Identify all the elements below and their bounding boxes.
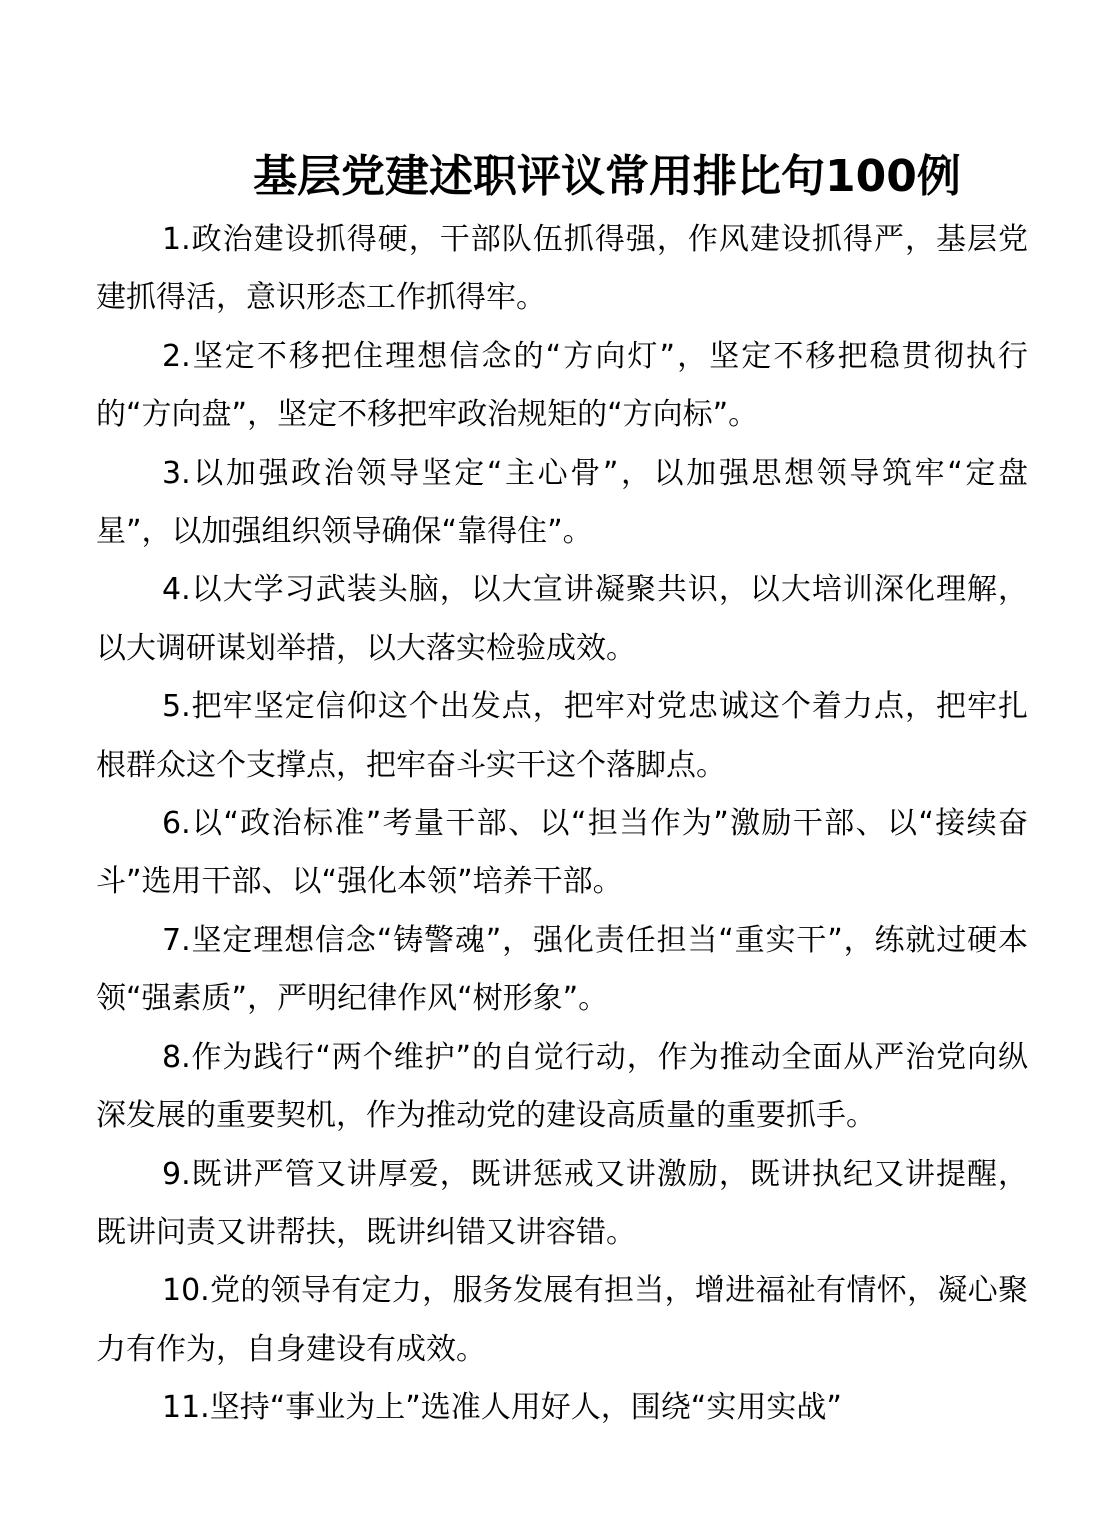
document-body — [96, 211, 1028, 1438]
paragraph-10: 10.党的领导有定力，服务发展有担当，增进福祉有情怀，凝心聚力有作为，自身建设有成效。 — [96, 1273, 1028, 1367]
paragraph-3: 3.以加强政治领导坚定“主心骨”，以加强思想领导筑牢“定盘星”，以加强组织领导确保“靠得住”。 — [96, 455, 1028, 550]
paragraph-11: 11.坚持“事业为上”选准人用好人，围绕“实用实战” — [162, 1390, 842, 1426]
document-title: 基层党建述职评议常用排比句100例 — [253, 151, 961, 202]
paragraph-5: 5.把牢坚定信仰这个出发点，把牢对党忠诚这个着力点，把牢扎根群众这个支撑点，把牢奋斗实干这个落脚点。 — [96, 689, 1028, 783]
paragraph-1: 1.政治建设抓得硬，干部队伍抓得强，作风建设抓得严，基层党建抓得活，意识形态工作抓得牢。 — [96, 222, 1028, 316]
paragraph-4: 4.以大学习武装头脑，以大宣讲凝聚共识，以大培训深化理解，以大调研谋划举措，以大落实检验成效。 — [96, 572, 1028, 666]
paragraph-6: 6.以“政治标准”考量干部、以“担当作为”激励干部、以“接续奋斗”选用干部、以“强化本领”培养干部。 — [96, 806, 1028, 900]
paragraph-9: 9.既讲严管又讲厚爱，既讲惩戒又讲激励，既讲执纪又讲提醒，既讲问责又讲帮扶，既讲纠错又讲容错。 — [96, 1156, 1028, 1250]
paragraph-2: 2.坚定不移把住理想信念的“方向灯”，坚定不移把稳贯彻执行的“方向盘”，坚定不移把牢政治规矩的“方向标”。 — [96, 338, 1028, 433]
paragraph-7: 7.坚定理想信念“铸警魂”，强化责任担当“重实干”，练就过硬本领“强素质”，严明纪律作风“树形象”。 — [96, 922, 1028, 1017]
paragraph-8: 8.作为践行“两个维护”的自觉行动，作为推动全面从严治党向纵深发展的重要契机，作为推动党的建设高质量的重要抓手。 — [96, 1039, 1028, 1134]
